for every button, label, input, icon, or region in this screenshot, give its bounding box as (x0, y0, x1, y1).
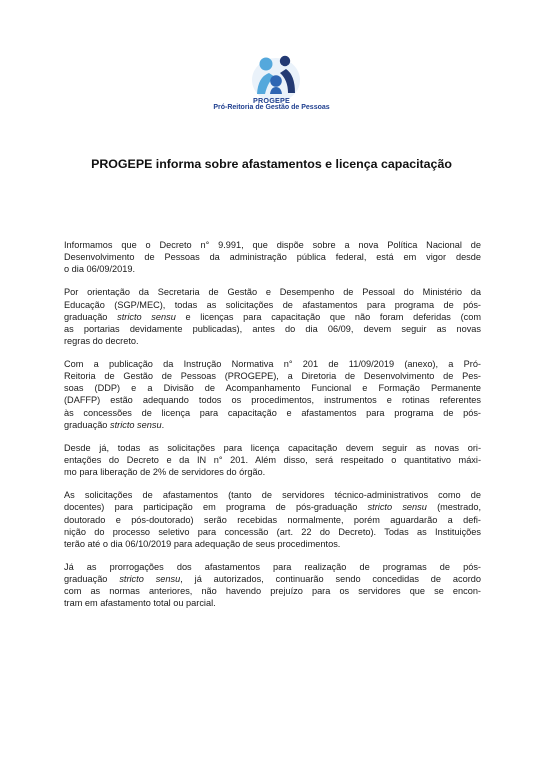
line-segment: , já autorizados, continuarão sendo concedidas de acordo (180, 574, 481, 585)
line-segment: graduação (64, 574, 120, 585)
paragraph-line: Educação (SGP/MEC), todas as solicitações de afastamentos para programa de pós- (64, 299, 481, 310)
italic-term: stricto sensu (119, 574, 181, 585)
paragraph-line: Desenvolvimento de Pessoas da administração pública federal, está em vigor desde (64, 252, 481, 263)
line-segment: e licenças para capacitação que não foram deferidas (com (175, 311, 481, 322)
paragraph-line: Informamos que o Decreto n° 9.991, que dispõe sobre a nova Política Nacional de (64, 240, 481, 250)
paragraph-line: (DAFFP) estão adequando todos os procedimentos, instrumentos e rotinas referentes (64, 395, 481, 406)
paragraph-line: tram em afastamento total ou parcial. (64, 598, 216, 609)
line-segment: . (161, 419, 165, 430)
paragraph-line: Com a publicação da Instrução Normativa n° 201 de 11/09/2019 (anexo), a Pró- (64, 359, 481, 370)
body-paragraph (64, 239, 481, 275)
paragraph-line: terão até o dia 06/10/2019 para adequação de seus procedimentos. (64, 538, 341, 549)
org-name: PROGEPE (253, 96, 290, 105)
paragraph-line (64, 311, 481, 323)
paragraph-line: às concessões de licença para capacitação e afastamentos para programa de pós- (64, 407, 481, 418)
logo-person-head-center (270, 75, 282, 87)
paragraph-line: Já as prorrogações dos afastamentos para realização de programas de pós- (64, 562, 481, 572)
paragraph-line: Reitoria de Gestão de Pessoas (PROGEPE), a Diretoria de Desenvolvimento de Pes- (64, 371, 481, 382)
logo-person-head-left (260, 58, 273, 71)
paragraph-line: mo para liberação de 2% de servidores do órgão. (64, 467, 266, 478)
paragraph-line: com as normas anteriores, não havendo prejuízo para os servidores que se encon- (64, 586, 481, 597)
line-segment: graduação (64, 419, 110, 430)
line-segment: (mestrado, (426, 502, 481, 513)
paragraph-line: entações do Decreto e da IN n° 201. Além disso, será respeitado o quantitativo máxi- (64, 454, 481, 465)
org-full-name: Pró-Reitoria de Gestão de Pessoas (213, 104, 330, 111)
paragraph-line: nição do processo seletivo para concessão (art. 22 do Decreto). Todas as Instituições (64, 526, 481, 537)
page-title: PROGEPE informa sobre afastamentos e licença capacitação (91, 157, 452, 171)
paragraph-line: as portarias devidamente publicadas), antes do dia 06/09, devem seguir as novas (64, 323, 481, 334)
paragraph-line (64, 501, 481, 513)
italic-term: stricto sensu (109, 419, 162, 430)
paragraph-line: doutorado e pós-doutorado) serão recebidas normalmente, porém aguardarão a defi- (64, 514, 481, 525)
body-paragraph (64, 286, 481, 346)
paragraph-line (64, 419, 481, 431)
body-paragraph (64, 358, 481, 431)
paragraph-line: Desde já, todas as solicitações para licença capacitação devem seguir as novas ori- (64, 442, 481, 453)
paragraph-line: o dia 06/09/2019. (64, 264, 136, 275)
logo-person-head-right (280, 56, 290, 66)
line-segment: docentes) para participação em programa de pós-graduação (64, 502, 368, 513)
paragraph-line: Por orientação da Secretaria de Gestão e Desempenho de Pessoal do Ministério da (64, 287, 481, 298)
italic-term: stricto sensu (117, 311, 176, 322)
paragraph-line: regras do decreto. (64, 335, 139, 346)
document-body (64, 239, 481, 621)
paragraph-line: As solicitações de afastamentos (tanto de servidores técnico-administrativos como de (64, 490, 481, 501)
paragraph-line (64, 573, 481, 585)
body-paragraph (64, 561, 481, 609)
italic-term: stricto sensu (367, 502, 427, 513)
paragraph-line: soas (DDP) e a Divisão de Acompanhamento Funcional e Formação Permanente (64, 383, 481, 394)
body-paragraph (64, 489, 481, 549)
body-paragraph (64, 442, 481, 478)
line-segment: graduação (64, 311, 118, 322)
